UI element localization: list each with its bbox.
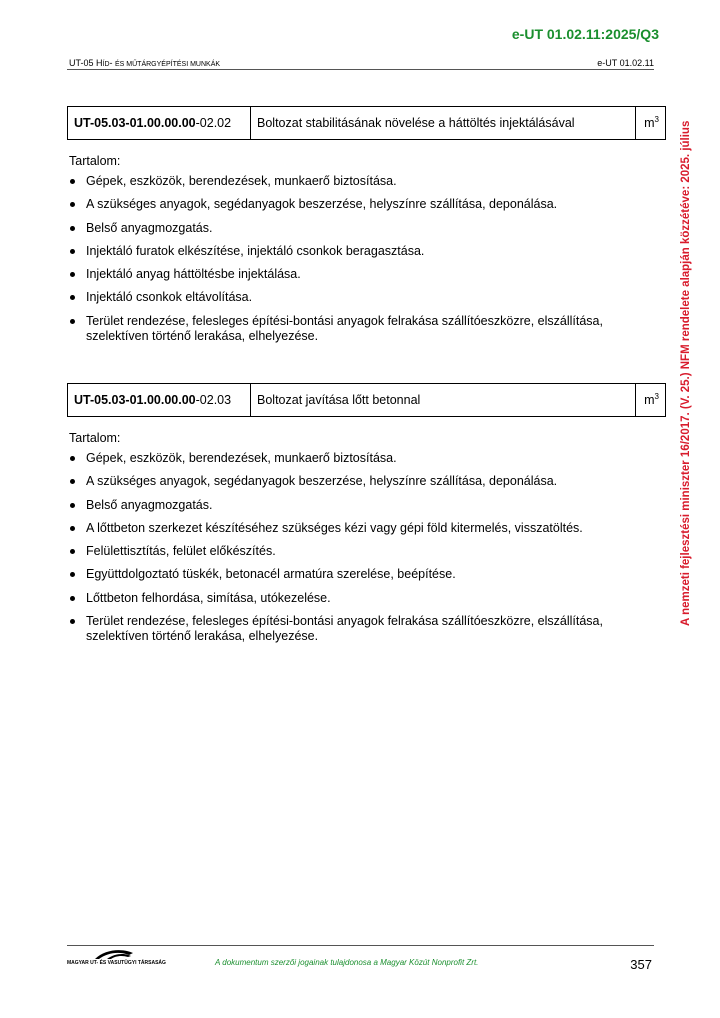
item-title: Boltozat stabilitásának növelése a háttöltés injektálásával xyxy=(251,107,636,140)
section-title-part1: ÍD xyxy=(102,61,110,68)
item-code-main: UT-05.03-01.00.00.00 xyxy=(74,393,196,407)
item-unit xyxy=(636,384,666,417)
item-title: Boltozat javítása lőtt betonnal xyxy=(251,384,636,417)
list-item: Injektáló furatok elkészítése, injektáló csonkok beragasztása. xyxy=(69,244,629,259)
list-item: Felülettisztítás, felület előkészítés. xyxy=(69,544,629,559)
list-item: Gépek, eszközök, berendezések, munkaerő biztosítása. xyxy=(69,451,629,466)
copyright-notice: A dokumentum szerzői jogainak tulajdonosa a Magyar Közút Nonprofit Zrt. xyxy=(215,958,479,967)
unit-exponent: 3 xyxy=(654,115,659,125)
list-item: A szükséges anyagok, segédanyagok beszerzése, helyszínre szállítása, deponálása. xyxy=(69,474,629,489)
content-lead: Tartalom: xyxy=(69,154,121,168)
list-item: Együttdolgoztató tüskék, betonacél armatúra szerelése, beépítése. xyxy=(69,567,629,582)
list-item: Injektáló anyag háttöltésbe injektálása. xyxy=(69,267,629,282)
item-content-2 xyxy=(69,431,629,652)
header-divider xyxy=(67,69,654,70)
list-item: Injektáló csonkok eltávolítása. xyxy=(69,290,629,305)
content-lead: Tartalom: xyxy=(69,431,121,445)
item-code-main: UT-05.03-01.00.00.00 xyxy=(74,116,196,130)
item-table-1 xyxy=(67,106,666,140)
item-content-1 xyxy=(69,154,629,352)
section-title-prefix: UT-05 H xyxy=(69,58,103,68)
item-code-suffix: -02.02 xyxy=(195,116,232,130)
item-code xyxy=(68,107,251,140)
section-title-part2: ÉS MŰTÁRGYÉPÍTÉSI MUNKÁK xyxy=(115,61,221,68)
item-unit xyxy=(636,107,666,140)
unit-exponent: 3 xyxy=(654,392,659,402)
page-number: 357 xyxy=(630,957,652,972)
list-item: A lőttbeton szerkezet készítéséhez szükséges kézi vagy gépi föld kitermelés, visszatöltés. xyxy=(69,521,629,536)
item-code-suffix: -02.03 xyxy=(195,393,232,407)
footer-divider xyxy=(67,945,654,946)
list-item: Terület rendezése, felesleges építési-bontási anyagok felrakása szállítóeszközre, elszállítása, szelektíven történő lerakása, elhelyezése. xyxy=(69,614,629,644)
list-item: Belső anyagmozgatás. xyxy=(69,498,629,513)
document-code: e-UT 01.02.11:2025/Q3 xyxy=(511,26,659,42)
logo-text: MAGYAR UT- ÉS VASUTÜGYI TÁRSASÁG xyxy=(67,960,166,966)
content-bullet-list xyxy=(69,451,629,644)
unit-base: m xyxy=(644,116,655,131)
list-item: Gépek, eszközök, berendezések, munkaerő biztosítása. xyxy=(69,174,629,189)
header-right-code: e-UT 01.02.11 xyxy=(597,58,654,68)
unit-base: m xyxy=(644,393,655,408)
logo-swoosh-icon xyxy=(67,947,157,961)
list-item: A szükséges anyagok, segédanyagok beszerzése, helyszínre szállítása, deponálása. xyxy=(69,197,629,212)
item-table-2 xyxy=(67,383,666,417)
section-title xyxy=(69,58,220,68)
company-logo xyxy=(67,947,167,969)
section-title-sep: - xyxy=(109,58,116,68)
list-item: Terület rendezése, felesleges építési-bontási anyagok felrakása szállítóeszközre, elszállítása, szelektíven történő lerakása, elhelyezése. xyxy=(69,314,629,344)
item-code xyxy=(68,384,251,417)
publication-side-note: A nemzeti fejlesztési miniszter 16/2017. (V. 25.) NFM rendelete alapján közzétéve: 2025. július xyxy=(680,120,692,626)
list-item: Lőttbeton felhordása, simítása, utókezelése. xyxy=(69,591,629,606)
content-bullet-list xyxy=(69,174,629,344)
list-item: Belső anyagmozgatás. xyxy=(69,221,629,236)
